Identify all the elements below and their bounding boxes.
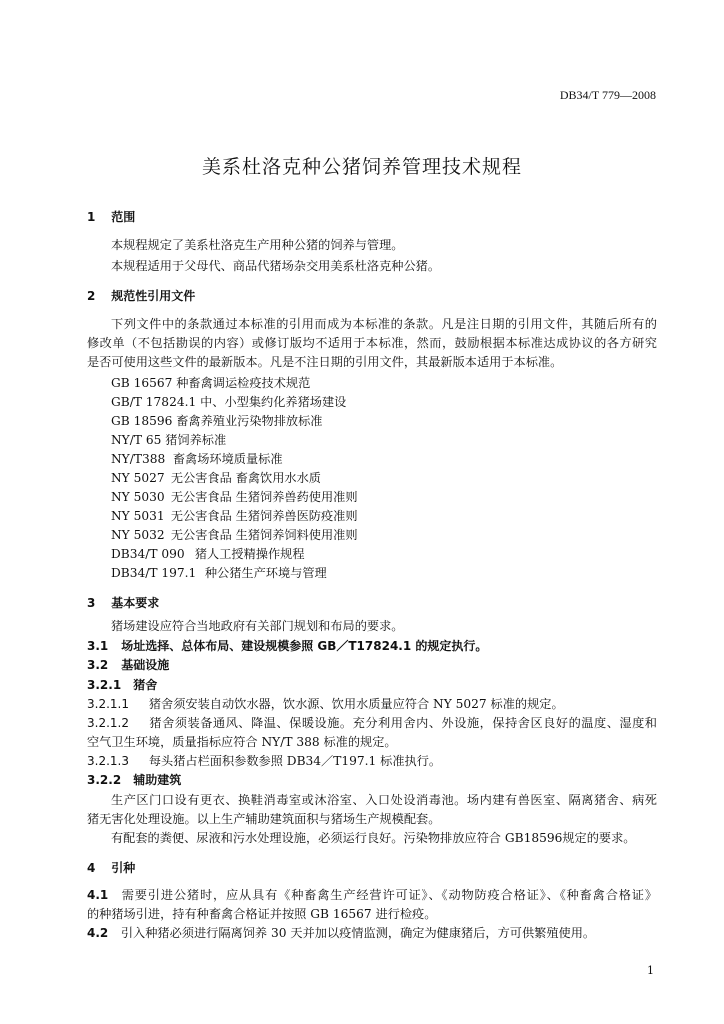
clause-text: 场址选择、总体布局、建设规模参照 GB／T17824.1 的规定执行。 (121, 639, 488, 653)
section-number: 4 (87, 861, 96, 875)
section-number: 2 (87, 289, 96, 303)
clause-3-1 (87, 637, 657, 656)
clause-3-2-2 (87, 771, 657, 790)
clause-number: 3.2.1.3 (87, 754, 129, 768)
reference-code: DB34/T 197.1 (111, 566, 197, 580)
reference-code: NY 5032 (111, 528, 165, 542)
clause-text: 基础设施 (121, 658, 170, 672)
section-2-heading (87, 287, 657, 306)
reference-code: GB/T 17824.1 (111, 395, 197, 409)
reference-item (111, 469, 681, 488)
reference-code: NY 5027 (111, 471, 165, 485)
clause-number: 4.2 (87, 926, 109, 940)
page-number: 1 (647, 964, 654, 977)
paragraph-line: 的种猪场引进，持有种畜禽合格证并按照 GB 16567 进行检疫。 (87, 907, 437, 921)
clause-4-2 (87, 924, 657, 943)
clause-number: 3.1 (87, 639, 109, 653)
reference-item (111, 412, 681, 431)
paragraph: 本规程规定了美系杜洛克生产用种公猪的饲养与管理。 (111, 238, 404, 252)
section-title: 规范性引用文件 (111, 289, 196, 303)
reference-item (111, 488, 681, 507)
clause-3-2-1-1 (87, 695, 657, 714)
paragraph-line: 下列文件中的条款通过本标准的引用而成为本标准的条款。凡是注日期的引用文件，其随后所有的 (111, 317, 657, 331)
reference-code: GB 16567 (111, 376, 173, 390)
paragraph: 猪场建设应符合当地政府有关部门规划和布局的要求。 (111, 619, 404, 633)
section-number: 1 (87, 210, 96, 224)
reference-item (111, 393, 681, 412)
clause-text: 每头猪占栏面积参数参照 DB34／T197.1 标准执行。 (148, 754, 442, 768)
paragraph-line: 生产区门口设有更衣、换鞋消毒室或沐浴室、入口处设消毒池。场内建有兽医室、隔离猪舍、病死 (111, 793, 657, 807)
clause-text: 猪舍 (133, 678, 158, 692)
reference-title: 无公害食品 畜禽饮用水水质 (170, 471, 321, 485)
clause-text: 需要引进公猪时，应从具有《种畜禽生产经营许可证》、《动物防疫合格证》、《种畜禽合格证》 (121, 888, 658, 902)
reference-code: NY/T 65 (111, 433, 162, 447)
clause-text: 猪舍须装备通风、降温、保暖设施。充分利用舍内、外设施，保持舍区良好的温度、湿度和 (149, 716, 657, 730)
reference-title: 种公猪生产环境与管理 (204, 566, 327, 580)
reference-title: 猪饲养标准 (165, 433, 227, 447)
reference-item (111, 431, 681, 450)
reference-code: GB 18596 (111, 414, 173, 428)
document-title: 美系杜洛克种公猪饲养管理技术规程 (201, 156, 522, 178)
clause-text: 引入种猪必须进行隔离饲养 30 天并加以疫情监测，确定为健康猪后，方可供繁殖使用。 (120, 926, 596, 940)
clause-number: 3.2.1.2 (87, 716, 129, 730)
paragraph-line: 猪无害化处理设施。以上生产辅助建筑面积与猪场生产规模配套。 (87, 812, 441, 826)
section-number: 3 (87, 596, 96, 610)
section-3-heading (87, 594, 657, 613)
reference-item (111, 526, 681, 545)
clause-number: 3.2.1.1 (87, 697, 129, 711)
reference-item (111, 545, 681, 564)
clause-3-2-1-3 (87, 752, 657, 771)
reference-title: 无公害食品 生猪饲养兽医防疫准则 (170, 509, 358, 523)
section-title: 范围 (111, 210, 136, 224)
reference-code: NY/T388 (111, 452, 166, 466)
clause-number: 3.2.2 (87, 773, 122, 787)
reference-title: 中、小型集约化养猪场建设 (200, 395, 347, 409)
reference-title: 无公害食品 生猪饲养兽药使用准则 (170, 490, 358, 504)
reference-item (111, 374, 681, 393)
reference-title: 畜禽场环境质量标准 (172, 452, 283, 466)
paragraph-line: 修改单（不包括勘误的内容）或修订版均不适用于本标准，然而，鼓励根据本标准达成协议的各方研究 (87, 336, 657, 350)
section-4-heading (87, 859, 657, 878)
paragraph-line: 空气卫生环境，质量指标应符合 NY/T 388 标准的规定。 (87, 735, 397, 749)
clause-3-2-1 (87, 676, 657, 695)
clause-4-1 (87, 886, 657, 905)
reference-title: 猪人工授精操作规程 (194, 547, 305, 561)
reference-code: NY 5030 (111, 490, 165, 504)
paragraph: 有配套的粪便、尿液和污水处理设施，必须运行良好。污染物排放应符合 GB18596规定的要求。 (111, 831, 636, 845)
clause-text: 辅助建筑 (133, 773, 182, 787)
reference-title: 无公害食品 生猪饲养饲料使用准则 (170, 528, 358, 542)
standard-number: DB34/T 779—2008 (559, 88, 656, 102)
reference-item (111, 507, 681, 526)
section-title: 引种 (111, 861, 136, 875)
reference-code: NY 5031 (111, 509, 165, 523)
clause-number: 4.1 (87, 888, 109, 902)
section-title: 基本要求 (111, 596, 160, 610)
reference-item (111, 564, 681, 583)
clause-number: 3.2.1 (87, 678, 122, 692)
clause-3-2 (87, 656, 657, 675)
clause-3-2-1-2 (87, 714, 657, 733)
section-1-heading (87, 208, 657, 227)
paragraph: 本规程适用于父母代、商品代猪场杂交用美系杜洛克种公猪。 (111, 259, 441, 273)
clause-number: 3.2 (87, 658, 109, 672)
reference-title: 种畜禽调运检疫技术规范 (176, 376, 311, 390)
reference-item (111, 450, 681, 469)
reference-title: 畜禽养殖业污染物排放标准 (176, 414, 323, 428)
reference-code: DB34/T 090 (111, 547, 185, 561)
clause-text: 猪舍须安装自动饮水器，饮水源、饮用水质量应符合 NY 5027 标准的规定。 (148, 697, 564, 711)
paragraph-line: 是否可使用这些文件的最新版本。凡是不注日期的引用文件，其最新版本适用于本标准。 (87, 355, 563, 369)
